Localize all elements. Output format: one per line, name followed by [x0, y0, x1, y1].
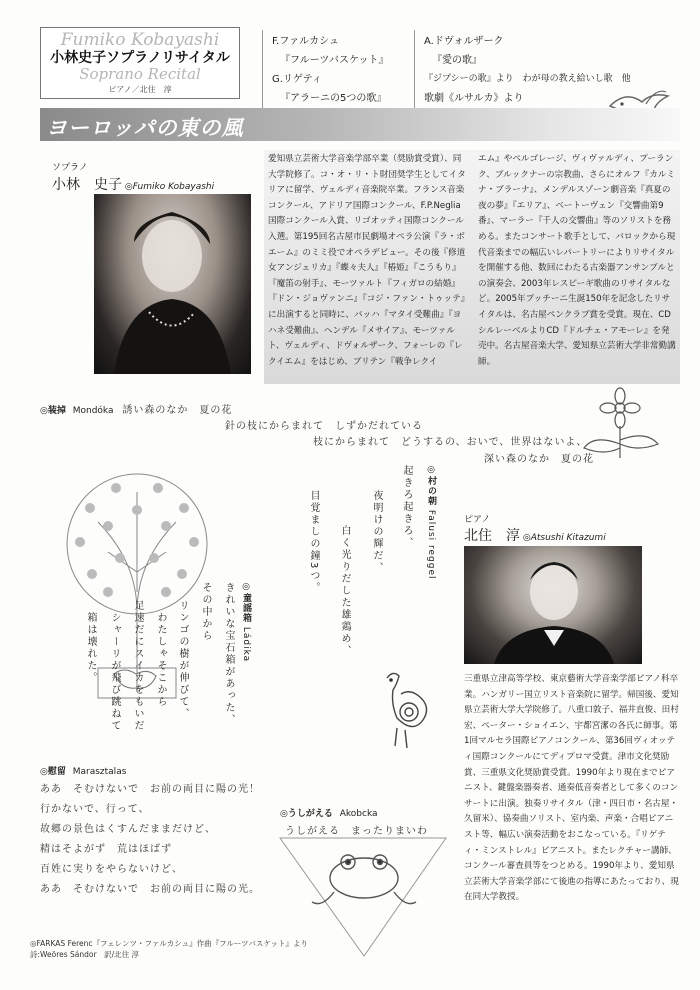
pianist-name: 北住 淳 ◎Atsushi Kitazumi [464, 528, 606, 544]
song2-line: 起きろ起きろ、 [401, 465, 412, 549]
rooster-icon [373, 668, 437, 752]
title-name-en: Fumiko Kobayashi [60, 30, 220, 50]
title-recital-en: Soprano Recital [79, 65, 201, 83]
soprano-photo [94, 194, 251, 374]
soprano-name: 小林 史子 ◎Fumiko Kobayashi [52, 177, 215, 193]
title-box [40, 27, 240, 99]
song4-line: 百姓に実りをやらないけど、 [40, 864, 183, 875]
song4-line: ああ そむけないで お前の両目に陽の光。 [40, 884, 260, 895]
program-item: 『ジプシーの歌』より わが母の教え給いし歌 他 [424, 74, 631, 84]
soprano-role: ソプラノ [52, 163, 88, 173]
song2-line: 夜明けの輝だ、 [371, 490, 382, 574]
song2-line: 白く光りだした雄鶏め、 [339, 525, 350, 657]
song2-head: ◎村の朝 [426, 465, 436, 506]
song4-line: 故郷の景色はくすんだままだけど、 [40, 824, 216, 835]
song4-title: Marasztalas [72, 767, 127, 777]
program-item: 『アラーニの5つの歌』 [280, 93, 387, 104]
program-item: 『愛の歌』 [432, 55, 482, 66]
song3-line: シャーリが飛び跳ねて [109, 612, 120, 732]
band-title: ヨーロッパの東の風 [46, 115, 244, 140]
soprano-name-jp: 小林 史子 [52, 177, 122, 193]
song3-line: リンゴの樹が伸びて、 [177, 600, 188, 720]
song3-line: その中から [200, 582, 211, 642]
title-recital-jp: 小林史子ソプラノリサイタル [50, 50, 230, 66]
program-item: 歌劇《ルサルカ》より [424, 93, 524, 104]
song4-line: ああ そむけないで お前の両目に陽の光！ [40, 784, 260, 795]
song3-line: わたしゃそこから [155, 612, 166, 708]
program-item: A.ドヴォルザーク [424, 36, 504, 47]
pianist-name-en: Atsushi Kitazumi [530, 533, 606, 543]
song4-line: 精はそよがず 荒はほばず [40, 844, 172, 855]
title-pianist: ピアノ／北住 淳 [108, 85, 172, 94]
credits [30, 938, 308, 960]
soprano-bio-left-text: 愛知県立芸術大学音楽学部卒業（奨励賞受賞）、同大学院修了。コ・オ・リ・ト財団奨学生としてイタリアに留学、ヴェルディ音楽院卒業。フランス音楽コンクール、アドリア国際コンクール、F.P.Neglia国際コンクール入賞、リゴオッティ国際コンクール入選。第195回名古屋市民劇場オペラ公演『ラ・ボエーム』のミミ役でオペラデビュー。その後『修道女アンジェリカ』『蝶々夫人』『椿姫』『こうもり』『魔笛の射手』、モーツァルト『フィガロの結婚』『ドン・ジョヴァンニ』『コジ・ファン・トゥッテ』に出演すると同時に、バッハ『マタイ受難曲』『ヨハネ受難曲』、ヘンデル『メサイア』、モーツァルト、ヴェルディ、ドヴォルザーク、フォーレの『レクイエム』をはじめ、ブリテン『戦争レクイ [268, 154, 466, 367]
song5-head: ◎うしがえる [280, 809, 333, 819]
song1-line: 誘い森のなか 夏の花 [122, 405, 233, 416]
song5-line: うしがえる まったりまいわ [285, 826, 428, 837]
soprano-bio-right-text: エム』やペルゴレージ、ヴィヴァルディ、プーランク、ブルックナーの宗教曲、さらにオルフ『カルミナ・ブラーナ』、メンデルスゾーン劇音楽『真夏の夜の夢』『エリア』、ベートーヴェン『交響曲第9番』、マーラー『千人の交響曲』等のソリストを務める。またコンサート歌手として、バロックから現代音楽までの幅広いレパートリーによりリサイタルを開催する他、数回にわたる古楽器アンサンブルとの演奏会、2003年レスピーギ歌曲のリサイタルなど。2005年プッチーニ生誕150年を記念したリサイタルは、名古屋ペンクラブ賞を受賞。現在、CDシルレーベルよりCD『ドルチェ・アモーレ』を発売中。名古屋音楽大学、愛知県立芸術大学非常勤講師。 [478, 154, 676, 367]
song3-line: きれいな宝石箱があった、 [223, 582, 234, 726]
pianist-bio-text: 三重県立津高等学校、東京藝術大学音楽学部ピアノ科卒業。ハンガリー国立リスト音楽院に留学。帰国後、愛知県立芸術大学大学院修了。八重口敦子、福井直俊、田村宏、ペーター・ショイエン、宇都宮潔の各氏に師事。第1回マルセラ国際ピアノコンクール、第36回ヴィオッティ国際コンクールにてディプロマ受賞。津市文化奨励賞、三重県文化奨励賞受賞。1990年より現在までピアニスト、鍵盤楽器奏者、通奏低音奏者として多くのコンサートに出演。独奏リサイタル（津・四日市・名古屋・久留米）、協奏曲ソリスト、室内楽、声楽・合唱ピアニスト等、幅広い演奏活動をおこなっている。『リゲティ・ミンストレル』ピアニスト。またレクチャー講師、コンクール審査員等をつとめる。1990年より、愛知県立芸術大学音楽学部にて後進の指導にあたっており、現在同大学教授。 [464, 674, 679, 903]
program-item: 『フルーツバスケット』 [280, 55, 389, 66]
song4-line: 行かないで、行って、 [40, 804, 150, 815]
credit-composer: ◎FARKAS Ferenc『フェレンツ・ファルカシュ』作曲『フルーツバスケット』より [30, 939, 309, 948]
song4-body [40, 780, 310, 900]
song4-header [40, 764, 126, 777]
song3-head: ◎童謡箱 [241, 582, 251, 623]
song5-title: Akobcka [339, 809, 378, 819]
pianist-bio [464, 672, 680, 906]
song3-header [240, 582, 253, 662]
song1-head: ◎装掉 [40, 406, 66, 416]
song1-line: 深い森のなか 夏の花 [484, 454, 594, 465]
song2-title: Falusi reggel [426, 509, 436, 580]
pianist-name-jp: 北住 淳 [464, 528, 520, 544]
program-col1 [272, 32, 412, 108]
pianist-photo [464, 546, 642, 664]
credit-translator: 詩:Weöres Sándor 訳/北住 淳 [30, 950, 139, 959]
soprano-name-en: Fumiko Kobayashi [132, 182, 215, 192]
soprano-bio-left [268, 152, 466, 370]
flower-icon [574, 386, 668, 462]
song3-line: 箱は壊れた。 [85, 612, 96, 684]
program-item: G.リゲティ [272, 74, 322, 85]
song2-line: 目覚ましの鐘3つ。 [308, 490, 319, 595]
pianist-role: ピアノ [464, 515, 491, 525]
song1-line: 枝にからまれて どうするの、おいで、世界はないよ、 [313, 437, 588, 448]
song1-title: Mondóka [72, 406, 114, 416]
song1-line: 針の枝にからまれて しずかだれている [225, 421, 423, 432]
soprano-bio-right [478, 152, 676, 370]
song2-header [425, 465, 438, 580]
song3-title: Ládika [241, 626, 251, 663]
song3-line: 足速だにスイカをもいだ [132, 600, 143, 732]
song1-header [40, 401, 232, 416]
song4-head: ◎慰留 [40, 767, 66, 777]
program-item: F.ファルカシュ [272, 36, 339, 47]
